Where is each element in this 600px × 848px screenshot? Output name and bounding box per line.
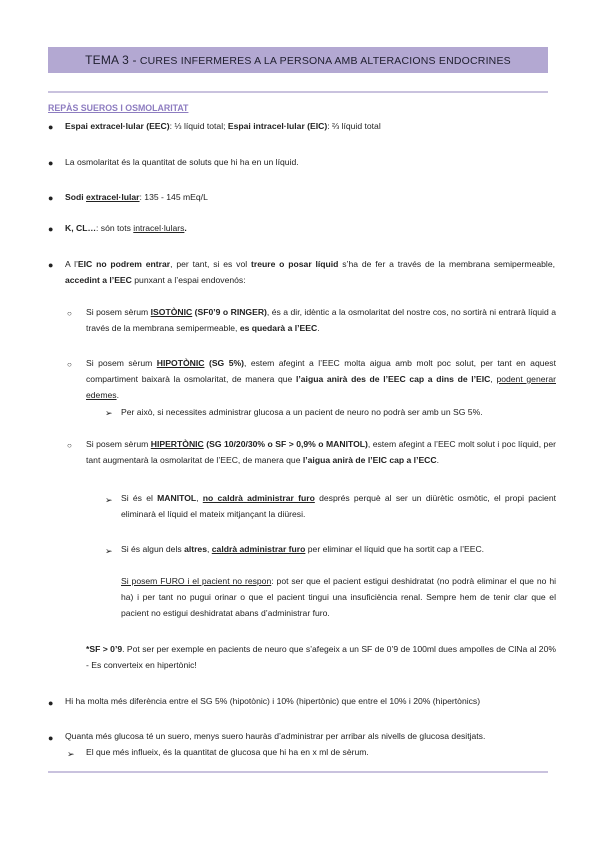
list-item-diferencia: Hi ha molta més diferència entre el SG 5% (hipotònic) i 10% (hipertònic) que entre el 10% i 20% (hipertònics) (65, 696, 481, 706)
list-item-isotonic: Si posem sèrum ISOTÒNIC (SF0’9 o RINGER), és a dir, idèntic a la osmolaritat del nostre cos, no sortirà ni entrarà líquid a través de la membrana semipermeable, es quedarà a l’EEC. (86, 307, 556, 333)
arrow-bullet-icon: ➢ (105, 546, 113, 556)
bullet-icon: ● (48, 733, 54, 743)
footer-divider (48, 771, 548, 773)
list-item-influeix: El que més influeix, és la quantitat de glucosa que hi ha en x ml de sèrum. (86, 747, 369, 757)
list-item-glucosa: Quanta més glucosa té un suero, menys suero hauràs d’administrar per arribar als nivells de glucosa desitjats. (65, 731, 486, 741)
list-item-hipertonic: Si posem sèrum HIPERTÒNIC (SG 10/20/30% o SF > 0,9% o MANITOL), estem afegint a l’EEC molt solut i poc líquid, per tant augmentarà la osmolaritat de l’EEC, de manera que l’aigua anirà de l’EIC cap a l’ECC. (86, 439, 556, 465)
circle-bullet-icon: ○ (67, 360, 72, 369)
list-item-manitol: Si és el MANITOL, no caldrà administrar furo després perquè al ser un diürètic osmòtic, el propi pacient eliminarà el líquid el mateix mitjançant la diüresi. (121, 493, 556, 519)
list-item-eec-eic: Espai extracel·lular (EEC): ⅓ líquid total; Espai intracel·lular (EIC): ⅔ líquid total (65, 121, 381, 131)
bullet-icon: ● (48, 698, 54, 708)
bullet-icon: ● (48, 224, 54, 234)
eic-label: Espai intracel·lular (EIC) (227, 121, 328, 131)
furo-note: Si posem FURO i el pacient no respon: pot ser que el pacient estigui deshidratat (no podrà eliminar el que no hi ha) i per tant no pugui orinar o que el pacient tingui una insuficiència renal. Sempre hem de tenir clar que el pacient no estigui deshidratat abans d’administrar furo. (121, 576, 557, 618)
circle-bullet-icon: ○ (67, 309, 72, 318)
list-item-neuro: Per això, si necessites administrar glucosa a un pacient de neuro no podrà ser amb un SG 5%. (121, 407, 483, 417)
arrow-bullet-icon: ➢ (67, 749, 75, 759)
circle-bullet-icon: ○ (67, 441, 72, 450)
bullet-icon: ● (48, 158, 54, 168)
header-divider (48, 91, 548, 93)
bullet-icon: ● (48, 193, 54, 203)
list-item-sodi: Sodi extracel·lular: 135 - 145 mEq/L (65, 192, 208, 202)
bullet-icon: ● (48, 122, 54, 132)
eec-label: Espai extracel·lular (EEC) (65, 121, 170, 131)
tema-title: CURES INFERMERES A LA PERSONA AMB ALTERACIONS ENDOCRINES (139, 55, 511, 67)
section-title: REPÀS SUEROS I OSMOLARITAT (48, 103, 189, 113)
sf-note: *SF > 0’9. Pot ser per exemple en pacients de neuro que s’afegeix a un SF de 0’9 de 100ml dues ampolles de ClNa al 20% - Es converteix en hipertònic! (86, 644, 556, 670)
bullet-icon: ● (48, 260, 54, 270)
arrow-bullet-icon: ➢ (105, 495, 113, 505)
list-item-altres: Si és algun dels altres, caldrà administrar furo per eliminar el líquid que ha sortit cap a l’EEC. (121, 544, 485, 554)
arrow-bullet-icon: ➢ (105, 408, 113, 418)
tema-label: TEMA 3 - (85, 53, 137, 67)
title-banner (48, 47, 548, 73)
list-item-hipotonic: Si posem sèrum HIPOTÒNIC (SG 5%), estem afegint a l’EEC molta aigua amb molt poc solut, per tant en aquest compartiment baixarà la osmolaritat, de manera que l’aigua anirà des de l’EEC cap a dins de l’EIC, podent generar edemes. (86, 358, 557, 400)
list-item-eic: A l’EIC no podrem entrar, per tant, si es vol treure o posar líquid s’ha de fer a través de la membrana semipermeable, accedint a l’EEC punxant a l’espai endovenós: (65, 259, 555, 285)
list-item-kcl: K, CL…: són tots intracel·lulars. (65, 223, 187, 233)
list-item-osmolaritat: La osmolaritat és la quantitat de soluts que hi ha en un líquid. (65, 157, 299, 167)
